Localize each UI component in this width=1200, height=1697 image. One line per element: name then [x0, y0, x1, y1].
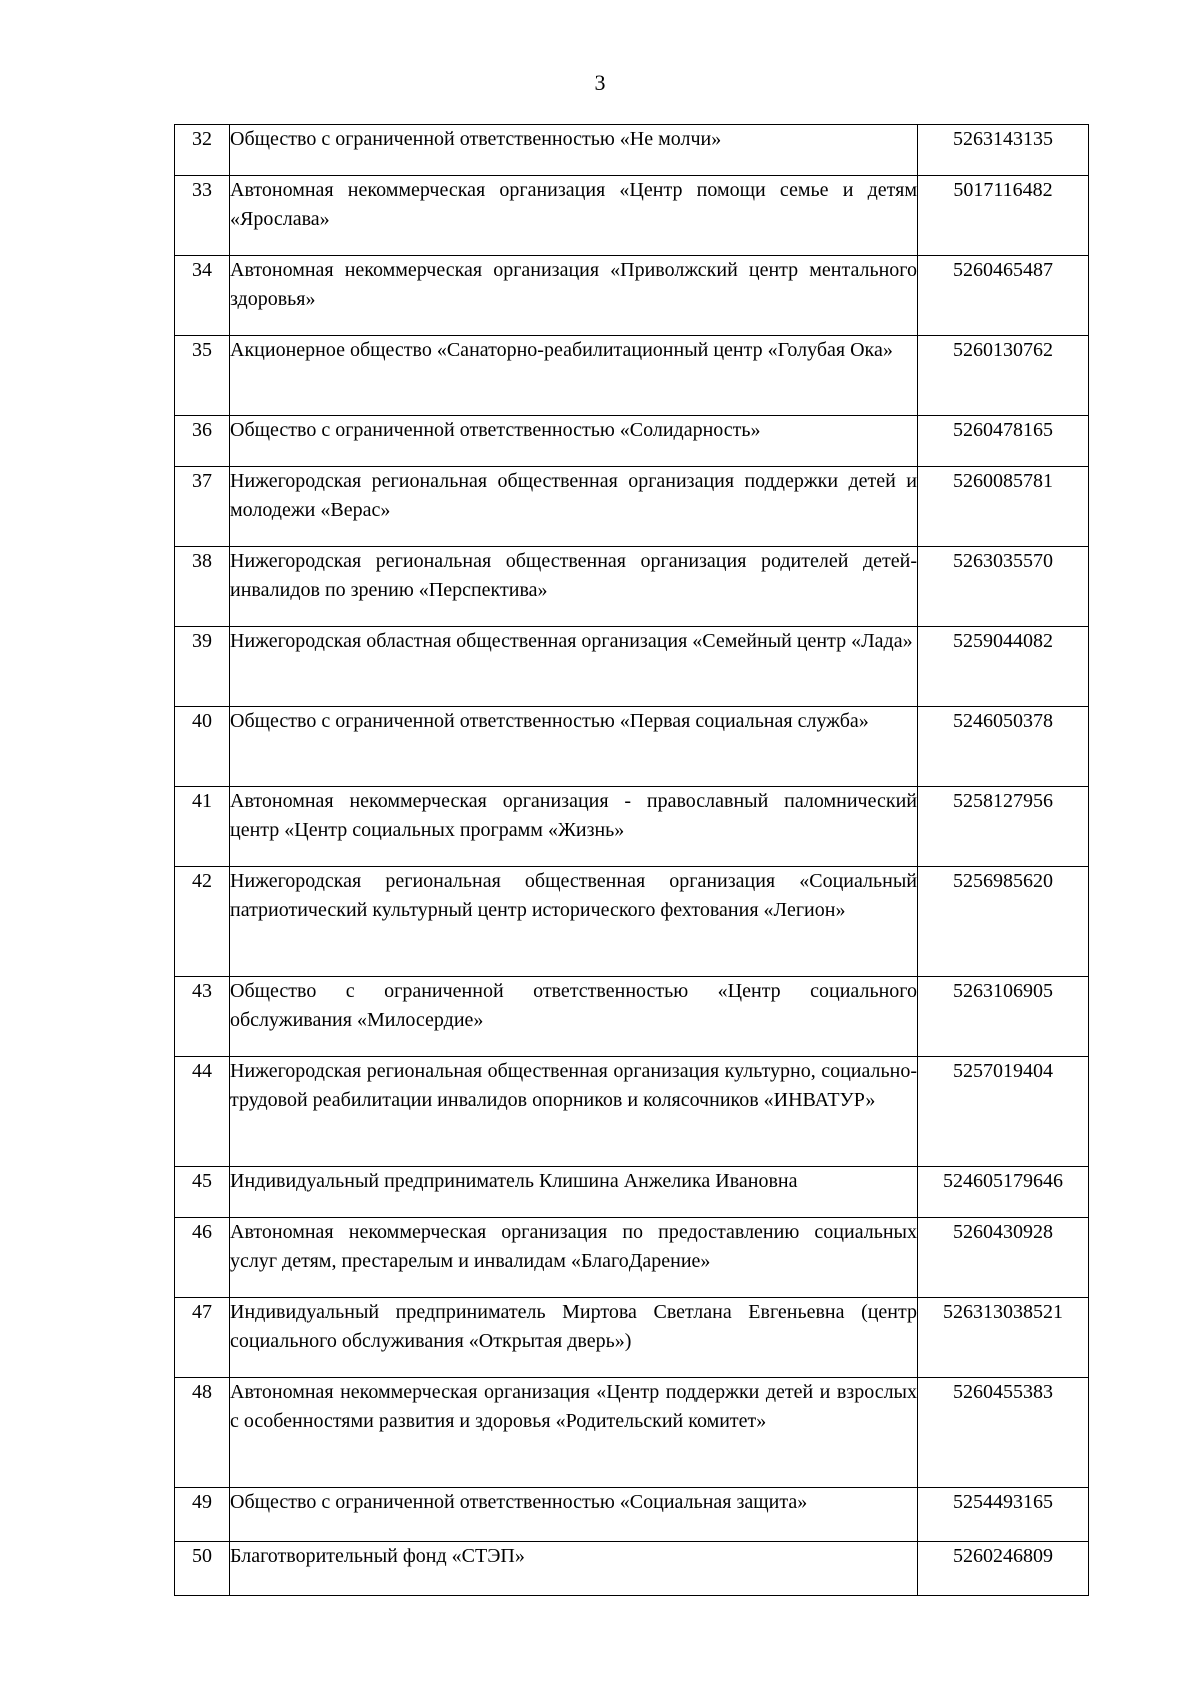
- organization-name: Нижегородская региональная общественная организация «Социальный патриотический культурный центр исторического фехтования «Легион»: [230, 867, 918, 977]
- inn-code: 5254493165: [918, 1488, 1089, 1542]
- organization-name: Нижегородская областная общественная организация «Семейный центр «Лада»: [230, 627, 918, 707]
- row-number: 33: [175, 176, 230, 256]
- row-number: 45: [175, 1167, 230, 1218]
- row-number: 43: [175, 977, 230, 1057]
- organization-name: Автономная некоммерческая организация «Центр помощи семье и детям «Ярослава»: [230, 176, 918, 256]
- inn-code: 526313038521: [918, 1298, 1089, 1378]
- inn-code: 5260085781: [918, 467, 1089, 547]
- row-number: 34: [175, 256, 230, 336]
- inn-code: 5260130762: [918, 336, 1089, 416]
- row-number: 38: [175, 547, 230, 627]
- organization-name: Индивидуальный предприниматель Миртова Светлана Евгеньевна (центр социального обслуживания «Открытая дверь»): [230, 1298, 918, 1378]
- table-row: [175, 336, 1089, 416]
- row-number: 44: [175, 1057, 230, 1167]
- organization-name: Общество с ограниченной ответственностью «Центр социального обслуживания «Милосердие»: [230, 977, 918, 1057]
- row-number: 42: [175, 867, 230, 977]
- table-row: [175, 256, 1089, 336]
- inn-code: 5260430928: [918, 1218, 1089, 1298]
- table-row: [175, 627, 1089, 707]
- organization-name: Нижегородская региональная общественная организация культурно, социально-трудовой реабилитации инвалидов опорников и колясочников «ИНВАТУР»: [230, 1057, 918, 1167]
- organization-name: Автономная некоммерческая организация по предоставлению социальных услуг детям, престарелым и инвалидам «БлагоДарение»: [230, 1218, 918, 1298]
- inn-code: 5259044082: [918, 627, 1089, 707]
- table-row: [175, 176, 1089, 256]
- table-row: [175, 1218, 1089, 1298]
- organization-name: Благотворительный фонд «СТЭП»: [230, 1542, 918, 1596]
- inn-code: 5260465487: [918, 256, 1089, 336]
- row-number: 32: [175, 125, 230, 176]
- organization-name: Общество с ограниченной ответственностью «Солидарность»: [230, 416, 918, 467]
- table-row: [175, 125, 1089, 176]
- table-row: [175, 1298, 1089, 1378]
- organization-name: Индивидуальный предприниматель Клишина Анжелика Ивановна: [230, 1167, 918, 1218]
- inn-code: 5260478165: [918, 416, 1089, 467]
- organization-name: Нижегородская региональная общественная организация поддержки детей и молодежи «Верас»: [230, 467, 918, 547]
- inn-code: 5263035570: [918, 547, 1089, 627]
- table-row: [175, 1542, 1089, 1596]
- row-number: 48: [175, 1378, 230, 1488]
- inn-code: 5260455383: [918, 1378, 1089, 1488]
- row-number: 47: [175, 1298, 230, 1378]
- organizations-table: [174, 124, 1089, 1596]
- row-number: 36: [175, 416, 230, 467]
- inn-code: 524605179646: [918, 1167, 1089, 1218]
- page-number: 3: [594, 70, 606, 95]
- row-number: 49: [175, 1488, 230, 1542]
- organization-name: Акционерное общество «Санаторно-реабилитационный центр «Голубая Ока»: [230, 336, 918, 416]
- row-number: 39: [175, 627, 230, 707]
- organization-name: Автономная некоммерческая организация «Приволжский центр ментального здоровья»: [230, 256, 918, 336]
- organization-name: Нижегородская региональная общественная организация родителей детей-инвалидов по зрению «Перспектива»: [230, 547, 918, 627]
- table-row: [175, 416, 1089, 467]
- inn-code: 5260246809: [918, 1542, 1089, 1596]
- row-number: 46: [175, 1218, 230, 1298]
- row-number: 37: [175, 467, 230, 547]
- inn-code: 5257019404: [918, 1057, 1089, 1167]
- row-number: 41: [175, 787, 230, 867]
- row-number: 50: [175, 1542, 230, 1596]
- inn-code: 5256985620: [918, 867, 1089, 977]
- organization-name: Общество с ограниченной ответственностью «Не молчи»: [230, 125, 918, 176]
- inn-code: 5258127956: [918, 787, 1089, 867]
- inn-code: 5017116482: [918, 176, 1089, 256]
- table-row: [175, 1167, 1089, 1218]
- organization-name: Автономная некоммерческая организация «Центр поддержки детей и взрослых с особенностями развития и здоровья «Родительский комитет»: [230, 1378, 918, 1488]
- table-row: [175, 867, 1089, 977]
- table-row: [175, 787, 1089, 867]
- table-row: [175, 467, 1089, 547]
- organization-name: Автономная некоммерческая организация - православный паломнический центр «Центр социальных программ «Жизнь»: [230, 787, 918, 867]
- table-row: [175, 1378, 1089, 1488]
- table-row: [175, 1488, 1089, 1542]
- inn-code: 5246050378: [918, 707, 1089, 787]
- table-row: [175, 977, 1089, 1057]
- organization-name: Общество с ограниченной ответственностью «Социальная защита»: [230, 1488, 918, 1542]
- row-number: 40: [175, 707, 230, 787]
- inn-code: 5263106905: [918, 977, 1089, 1057]
- organization-name: Общество с ограниченной ответственностью «Первая социальная служба»: [230, 707, 918, 787]
- inn-code: 5263143135: [918, 125, 1089, 176]
- row-number: 35: [175, 336, 230, 416]
- table-row: [175, 547, 1089, 627]
- table-row: [175, 1057, 1089, 1167]
- table-row: [175, 707, 1089, 787]
